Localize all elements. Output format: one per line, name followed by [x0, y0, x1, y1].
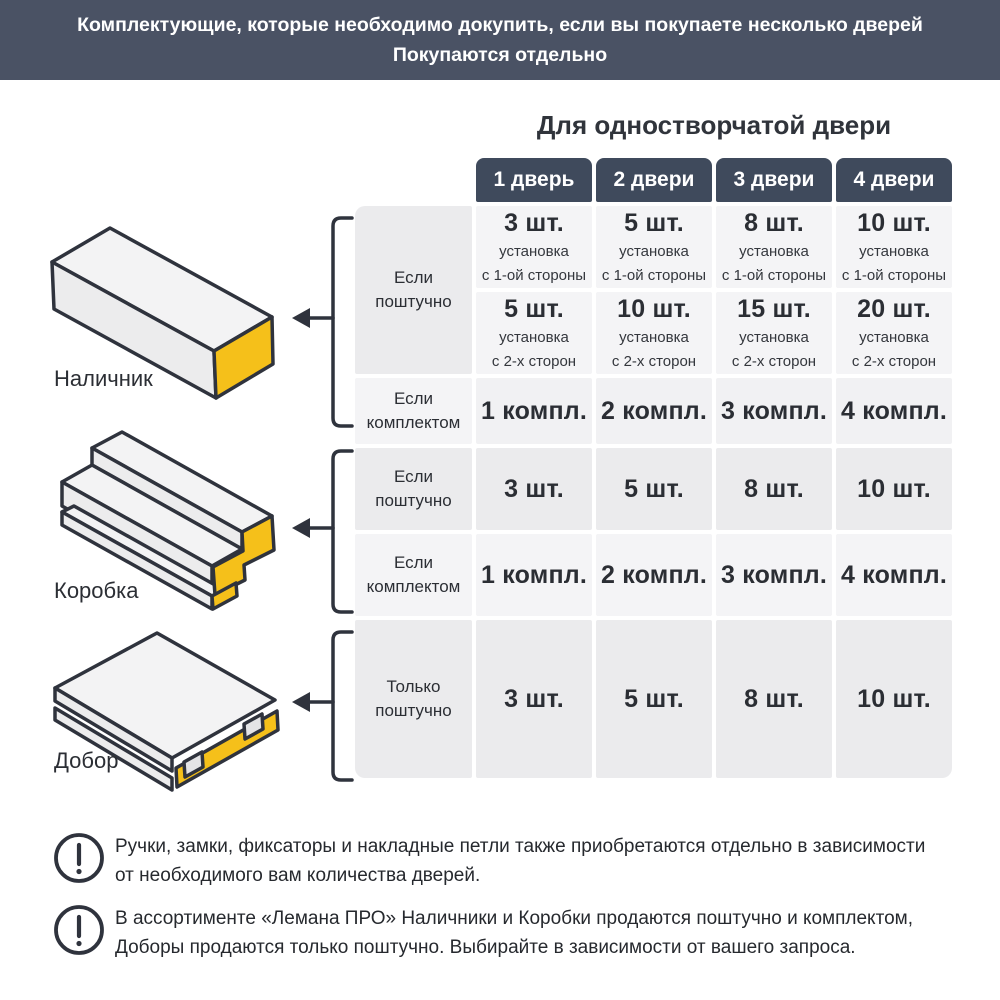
bracket-korobka: [333, 451, 352, 612]
col-header-3-doors: 3 двери: [716, 158, 832, 202]
table-cell: 1 компл.: [476, 534, 592, 616]
table-cell: 10 шт.: [836, 620, 952, 778]
arrow-left-icon: [292, 308, 310, 328]
table-cell: 2 компл.: [596, 378, 712, 444]
table-cell: 15 шт. установка с 2-х сторон: [716, 292, 832, 374]
table-cell: 20 шт. установка с 2-х сторон: [836, 292, 952, 374]
exclamation-icon: [52, 831, 106, 885]
table-cell: 10 шт. установка с 2-х сторон: [596, 292, 712, 374]
bracket-nalichnik: [333, 218, 352, 426]
header-band: [0, 0, 1000, 80]
col-header-4-doors: 4 двери: [836, 158, 952, 202]
table-cell: 4 компл.: [836, 534, 952, 616]
table-cell: 5 шт.: [596, 448, 712, 530]
table-cell: 5 шт. установка с 2-х сторон: [476, 292, 592, 374]
product-label-nalichnik: Наличник: [54, 366, 153, 391]
bracket-arrows: [288, 200, 360, 800]
table-cell: 10 шт.: [836, 448, 952, 530]
arrow-left-icon: [292, 692, 310, 712]
table-cell: 8 шт. установка с 1-ой стороны: [716, 206, 832, 288]
note-hardware: Ручки, замки, фиксаторы и накладные петли также приобретаются отдельно в зависимости от необходимого вам количества дверей.: [115, 836, 926, 886]
table-title: Для одностворчатой двери: [536, 110, 892, 140]
table-cell: 5 шт.: [596, 620, 712, 778]
product-label-dobor: Добор: [54, 748, 119, 773]
table-cell: 2 компл.: [596, 534, 712, 616]
row-label-nalichnik-set: Если комплектом: [355, 378, 472, 444]
note-assortment: В ассортименте «Лемана ПРО» Наличники и Коробки продаются поштучно и комплектом, Доборы продаются только поштучно. Выбирайте в зависимости от вашего запроса.: [115, 908, 913, 958]
table-cell: 10 шт. установка с 1-ой стороны: [836, 206, 952, 288]
table-cell: 3 компл.: [716, 378, 832, 444]
row-label-nalichnik-per-piece: Если поштучно: [355, 206, 472, 374]
table-cell: 8 шт.: [716, 620, 832, 778]
table-cell: 8 шт.: [716, 448, 832, 530]
row-label-dobor-per-piece: Только поштучно: [355, 620, 472, 778]
row-label-korobka-per-piece: Если поштучно: [355, 448, 472, 530]
header-band-line2: Покупаются отдельно: [392, 44, 608, 66]
bracket-dobor: [333, 632, 352, 780]
col-header-1-door: 1 дверь: [476, 158, 592, 202]
product-label-korobka: Коробка: [54, 578, 139, 603]
table-cell: 5 шт. установка с 1-ой стороны: [596, 206, 712, 288]
arrow-left-icon: [292, 518, 310, 538]
table-cell: 1 компл.: [476, 378, 592, 444]
doors-table: [355, 158, 952, 778]
row-label-korobka-set: Если комплектом: [355, 534, 472, 616]
table-cell: 3 шт.: [476, 448, 592, 530]
table-cell: 3 шт.: [476, 620, 592, 778]
header-band-line1: Комплектующие, которые необходимо докупить, если вы покупаете несколько дверей: [77, 14, 923, 36]
table-cell: 3 компл.: [716, 534, 832, 616]
table-cell: 4 компл.: [836, 378, 952, 444]
exclamation-icon: [52, 903, 106, 957]
col-header-2-doors: 2 двери: [596, 158, 712, 202]
table-cell: 3 шт. установка с 1-ой стороны: [476, 206, 592, 288]
